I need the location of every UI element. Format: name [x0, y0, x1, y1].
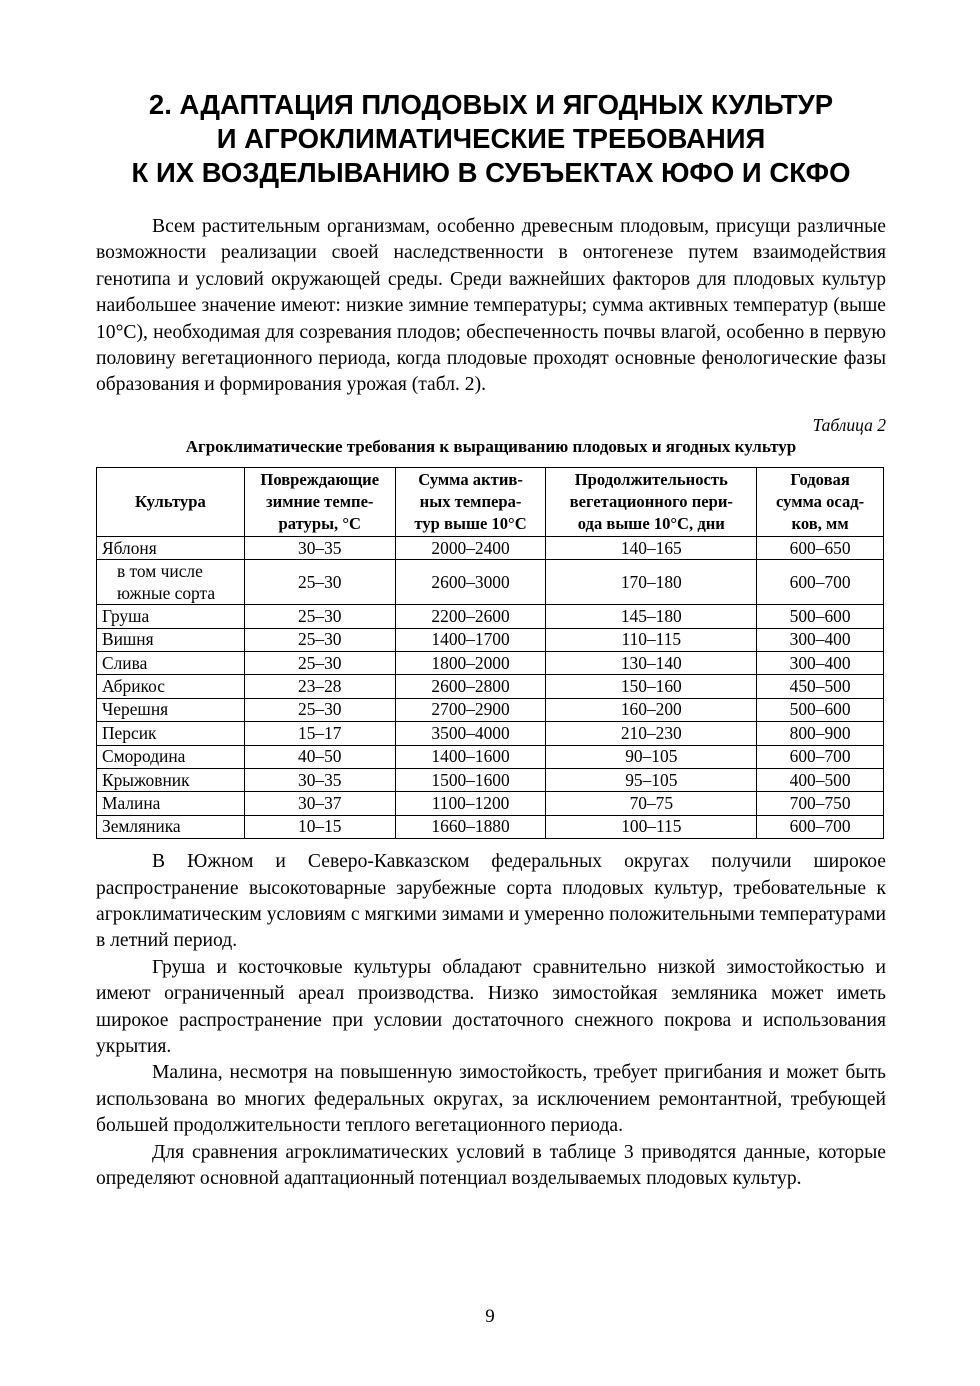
cell-duration: 140–165 [546, 536, 757, 559]
table-row [97, 652, 884, 675]
cell-crop: Земляника [97, 815, 245, 838]
cell-sum: 2600–3000 [395, 560, 546, 605]
cell-precip: 700–750 [757, 792, 884, 815]
table-row [97, 745, 884, 768]
cell-crop: Черешня [97, 698, 245, 721]
cell-crop: Персик [97, 722, 245, 745]
cell-sum: 2000–2400 [395, 536, 546, 559]
cell-duration: 130–140 [546, 652, 757, 675]
cell-duration: 170–180 [546, 560, 757, 605]
cell-sum: 2700–2900 [395, 698, 546, 721]
table-row [97, 722, 884, 745]
cell-duration: 210–230 [546, 722, 757, 745]
cell-sum: 1500–1600 [395, 768, 546, 791]
cell-crop: Слива [97, 652, 245, 675]
cell-winter: 10–15 [244, 815, 395, 838]
cell-sum: 3500–4000 [395, 722, 546, 745]
heading-line-2: И АГРОКЛИМАТИЧЕСКИЕ ТРЕБОВАНИЯ [216, 123, 766, 154]
cell-winter: 30–35 [244, 536, 395, 559]
cell-precip: 300–400 [757, 652, 884, 675]
cell-sum: 1400–1600 [395, 745, 546, 768]
table-row [97, 792, 884, 815]
cell-winter: 30–35 [244, 768, 395, 791]
cell-sum: 2200–2600 [395, 605, 546, 628]
cell-winter: 25–30 [244, 698, 395, 721]
cell-crop: Смородина [97, 745, 245, 768]
cell-sum: 1100–1200 [395, 792, 546, 815]
header-vegetation-duration: Продолжительность вегетационного пери- ода выше 10°С, дни [546, 467, 757, 536]
body-paragraph-2: Груша и косточковые культуры обладают сравнительно низкой зимостойкостью и имеют ограниченный ареал производства. Низко зимостойкая земляника может иметь широкое распространение при условии достаточного снежного покрова и использования укрытия. [96, 956, 886, 1057]
cell-crop: Груша [97, 605, 245, 628]
cell-winter: 40–50 [244, 745, 395, 768]
header-active-temp-sum: Сумма актив- ных темпера- тур выше 10°С [395, 467, 546, 536]
body-paragraph-4: Для сравнения агроклиматических условий в таблице 3 приводятся данные, которые определяют основной адаптационный потенциал возделываемых плодовых культур. [96, 1141, 886, 1190]
intro-paragraph: Всем растительным организмам, особенно древесным плодовым, присущи различные возможности реализации своей наследственности в онтогенезе путем взаимодействия генотипа и условий окружающей среды. Среди важнейших факторов для плодовых культур наибольшее значение имеют: низкие зимние температуры; сумма активных температур (выше 10°С), необходимая для созревания плодов; обеспеченность почвы влагой, особенно в первую половину вегетационного периода, когда плодовые проходят основные фенологические фазы образования и формирования урожая (табл. 2). [96, 216, 886, 396]
table-header-row [97, 467, 884, 536]
cell-crop: Малина [97, 792, 245, 815]
body-paragraph-3: Малина, несмотря на повышенную зимостойкость, требует пригибания и может быть использована во многих федеральных округах, за исключением ремонтантной, требующей большей продолжительности теплого вегетационного периода. [96, 1062, 886, 1137]
table-caption: Агроклиматические требования к выращиванию плодовых и ягодных культур [185, 436, 797, 456]
cell-duration: 100–115 [546, 815, 757, 838]
cell-duration: 150–160 [546, 675, 757, 698]
cell-crop: в том числе южные сорта [97, 560, 245, 605]
cell-precip: 300–400 [757, 628, 884, 651]
table-row [97, 675, 884, 698]
header-winter-temp: Повреждающие зимние темпе- ратуры, °С [244, 467, 395, 536]
cell-duration: 70–75 [546, 792, 757, 815]
cell-precip: 600–650 [757, 536, 884, 559]
cell-duration: 160–200 [546, 698, 757, 721]
cell-winter: 23–28 [244, 675, 395, 698]
table-row [97, 605, 884, 628]
cell-precip: 450–500 [757, 675, 884, 698]
cell-winter: 25–30 [244, 605, 395, 628]
cell-sum: 1800–2000 [395, 652, 546, 675]
cell-precip: 400–500 [757, 768, 884, 791]
heading-line-3: К ИХ ВОЗДЕЛЫВАНИЮ В СУБЪЕКТАХ ЮФО И СКФО [131, 157, 851, 188]
cell-sum: 1400–1700 [395, 628, 546, 651]
table-row [97, 560, 884, 605]
table-row [97, 628, 884, 651]
cell-winter: 15–17 [244, 722, 395, 745]
heading-line-1: 2. АДАПТАЦИЯ ПЛОДОВЫХ И ЯГОДНЫХ КУЛЬТУР [148, 89, 834, 120]
cell-winter: 25–30 [244, 560, 395, 605]
cell-duration: 90–105 [546, 745, 757, 768]
table-row [97, 536, 884, 559]
cell-winter: 25–30 [244, 652, 395, 675]
cell-precip: 500–600 [757, 605, 884, 628]
cell-crop: Вишня [97, 628, 245, 651]
cell-crop: Яблоня [97, 536, 245, 559]
cell-precip: 800–900 [757, 722, 884, 745]
body-paragraph-1: В Южном и Северо-Кавказском федеральных округах получили широкое распространение высокотоварные зарубежные сорта плодовых культур, требовательные к агроклиматическим условиям с мягкими зимами и умеренно положительными температурами в летний период. [96, 851, 886, 952]
table-row [97, 815, 884, 838]
cell-winter: 30–37 [244, 792, 395, 815]
header-annual-precipitation: Годовая сумма осад- ков, мм [757, 467, 884, 536]
agroclimatic-table [96, 467, 884, 839]
cell-precip: 600–700 [757, 815, 884, 838]
cell-precip: 600–700 [757, 745, 884, 768]
cell-precip: 600–700 [757, 560, 884, 605]
header-crop: Культура [97, 467, 245, 536]
section-heading [96, 88, 886, 190]
table-row [97, 768, 884, 791]
table-number: Таблица 2 [812, 414, 886, 435]
cell-duration: 145–180 [546, 605, 757, 628]
cell-precip: 500–600 [757, 698, 884, 721]
cell-duration: 110–115 [546, 628, 757, 651]
page-number: 9 [485, 1306, 495, 1327]
cell-duration: 95–105 [546, 768, 757, 791]
cell-sum: 2600–2800 [395, 675, 546, 698]
table-row [97, 698, 884, 721]
page [96, 88, 886, 1192]
cell-sum: 1660–1880 [395, 815, 546, 838]
cell-crop: Крыжовник [97, 768, 245, 791]
cell-winter: 25–30 [244, 628, 395, 651]
cell-crop: Абрикос [97, 675, 245, 698]
